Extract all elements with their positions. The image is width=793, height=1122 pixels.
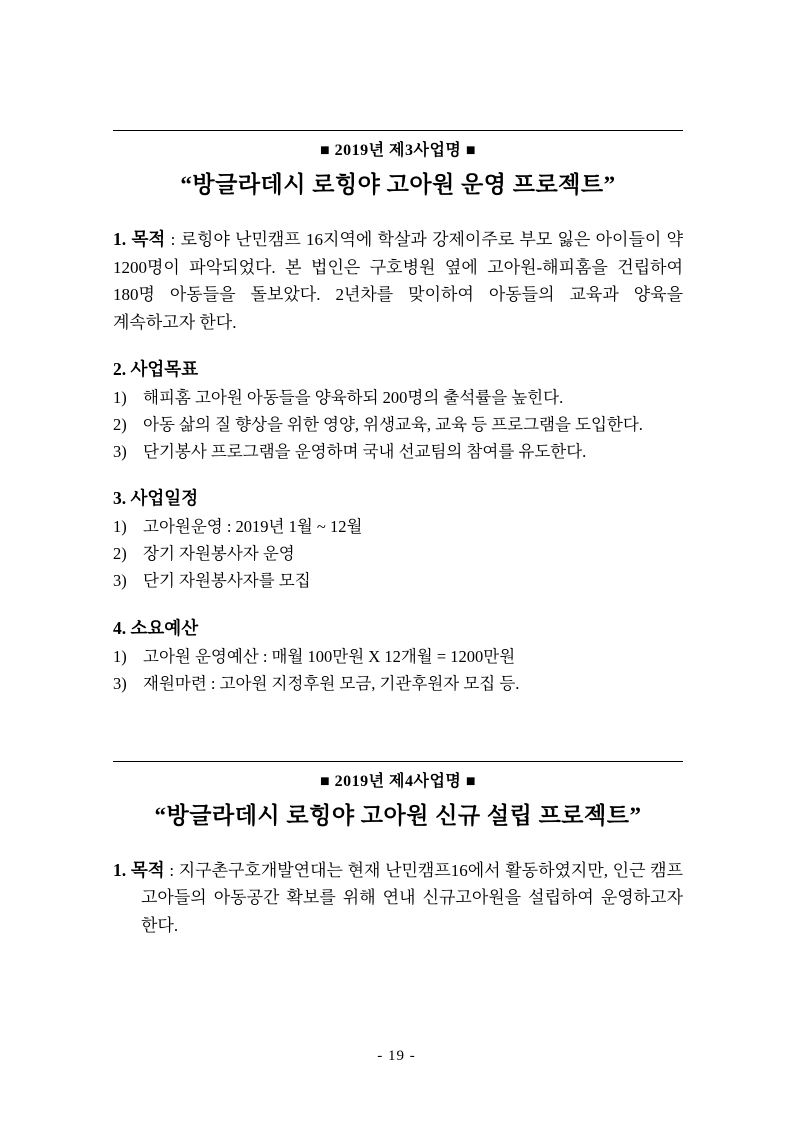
list-item-text: 단기봉사 프로그램을 운영하며 국내 선교팀의 참여를 유도한다. [143,442,587,462]
list-item-number: 3) [113,673,127,693]
purpose-paragraph [113,225,683,336]
section-divider-top [113,761,683,762]
section-4 [113,761,683,940]
list-item-number: 2) [113,415,127,435]
page-number: - 19 - [377,1048,416,1064]
purpose-block [113,856,683,940]
list-item-text: 해피홈 고아원 아동들을 양육하되 200명의 출석률을 높힌다. [143,388,564,408]
page-content [113,130,683,939]
purpose-text: 로힝야 난민캠프 16지역에 학살과 강제이주로 부모 잃은 아이들이 약 1200명이 파악되었다. 본 법인은 구호병원 옆에 고아원-해피홈을 건립하여 180명 아동들을 돌보았다. 2년차를 맞이하여 아동들의 교육과 양육을 계속하고자 한다. [113,230,683,332]
section-label: ■ 2019년 제3사업명 ■ [319,142,477,159]
purpose-separator: : [164,860,179,880]
list-item [113,644,683,670]
purpose-paragraph [113,856,683,940]
group-heading: 3. 사업일정 [113,488,199,509]
list-item-text: 고아원운영 : 2019년 1월 ~ 12월 [143,517,363,537]
list-item-number: 3) [113,442,127,462]
list-item [113,439,683,465]
group-list [113,644,683,697]
purpose-label: 1. 목적 [113,229,166,249]
section-title: “방글라데시 로힝야 고아원 운영 프로젝트” [180,172,616,197]
purpose-text: 지구촌구호개발연대는 현재 난민캠프16에서 활동하였지만, 인근 캠프 고아들의 아동공간 확보를 위해 연내 신규고아원을 설립하여 운영하고자 한다. [141,860,683,935]
section-3 [113,130,683,697]
group-heading: 4. 소요예산 [113,617,199,638]
purpose-label: 1. 목적 [113,859,165,880]
list-item-text: 고아원 운영예산 : 매월 100만원 X 12개월 = 1200만원 [143,646,516,666]
section-divider-top [113,130,683,131]
list-item [113,541,683,567]
goal-group [113,356,683,465]
list-item-number: 1) [113,646,127,666]
list-item-text: 아동 삶의 질 향상을 위한 영양, 위생교육, 교육 등 프로그램을 도입한다. [143,415,643,435]
list-item-text: 장기 자원봉사자 운영 [143,544,295,564]
purpose-separator: : [165,230,181,249]
list-item-text: 단기 자원봉사자를 모집 [143,571,311,591]
section-title: “방글라데시 로힝야 고아원 신규 설립 프로젝트” [154,802,642,828]
list-item [113,412,683,438]
schedule-group [113,485,683,594]
list-item-number: 1) [113,388,127,408]
section-spacer [113,717,683,761]
list-item [113,385,683,411]
budget-group [113,615,683,697]
list-item [113,671,683,697]
list-item-number: 1) [113,517,127,537]
group-list [113,385,683,465]
list-item-number: 3) [113,571,127,591]
list-item-text: 재원마련 : 고아원 지정후원 모금, 기관후원자 모집 등. [143,673,520,693]
group-heading: 2. 사업목표 [113,359,199,380]
section-label: ■ 2019년 제4사업명 ■ [319,772,477,790]
list-item [113,514,683,540]
group-list [113,514,683,594]
list-item-number: 2) [113,544,127,564]
list-item [113,568,683,594]
